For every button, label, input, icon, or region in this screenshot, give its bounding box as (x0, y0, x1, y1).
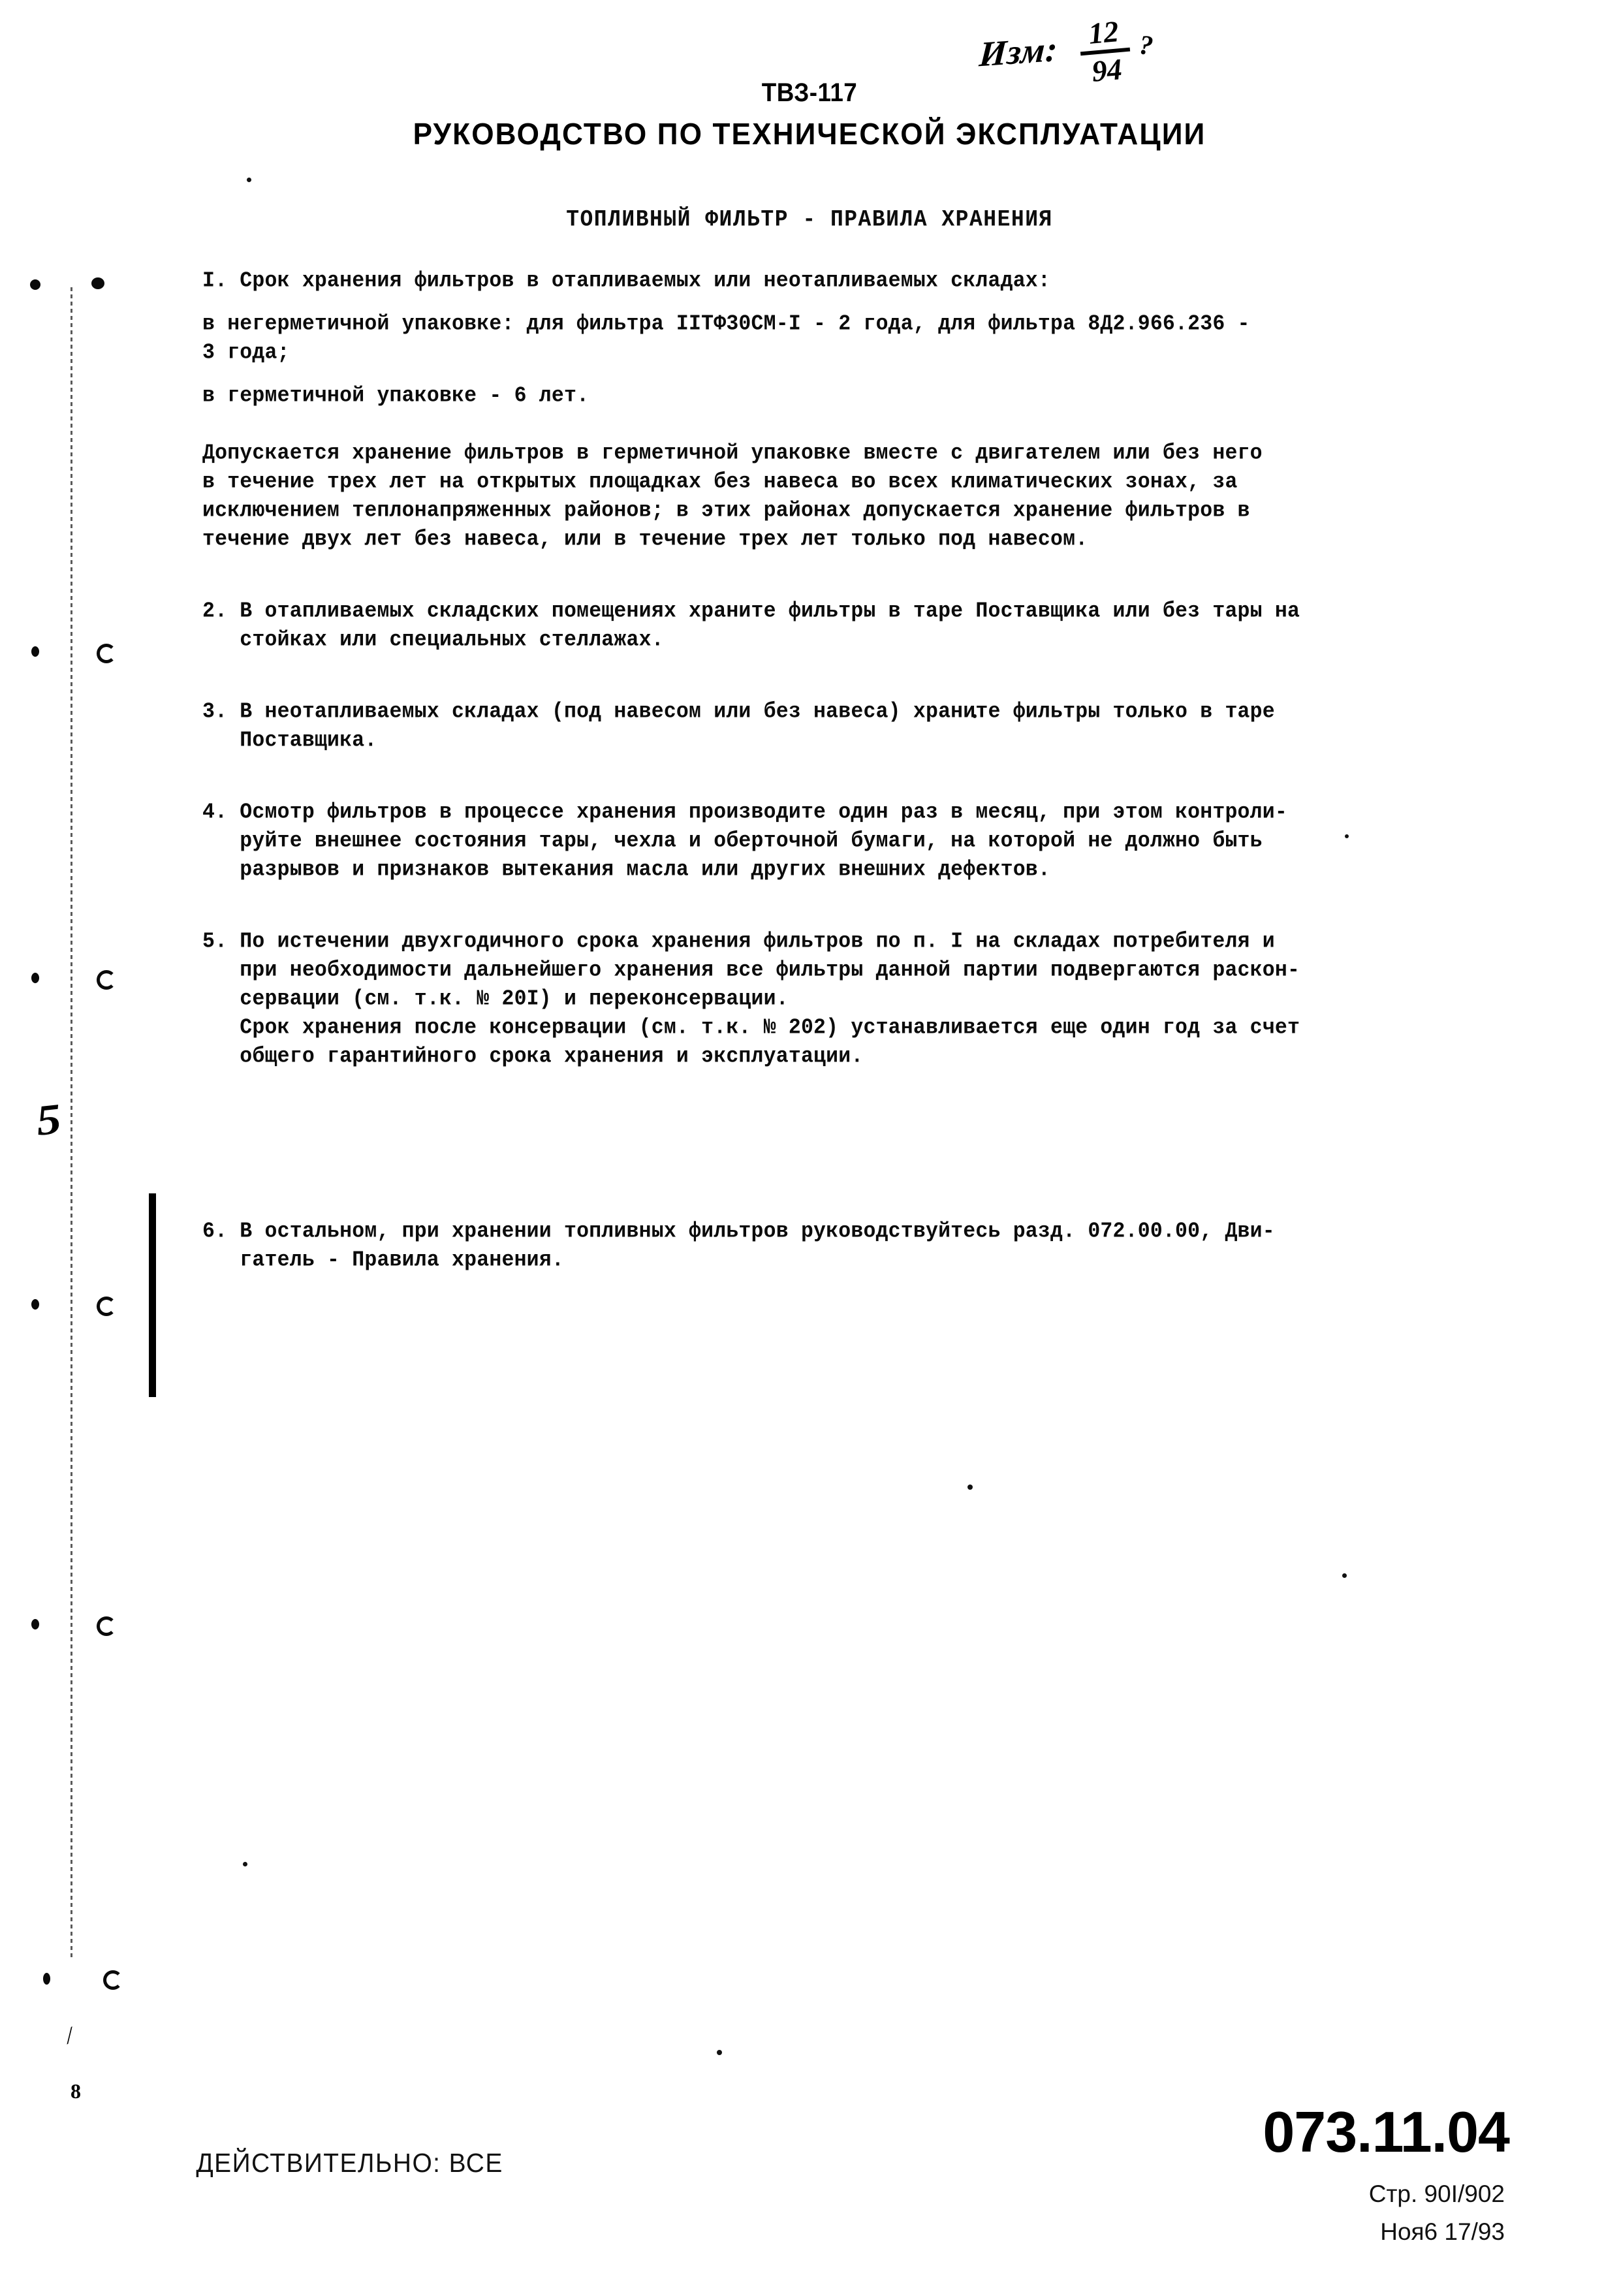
text-line: исключением теплонапряженных районов; в этих районах допускается хранение фильтров в (202, 499, 1250, 524)
document-body (202, 266, 1508, 1274)
punch-mark (30, 279, 40, 290)
text-line: разрывов и признаков вытекания масла или других внешних дефектов. (202, 858, 1051, 883)
text-line: 5. По истечении двухгодичного срока хранения фильтров по п. I на складах потребителя и (202, 930, 1275, 954)
list-item (202, 266, 1508, 554)
text-line: 3 года; (202, 341, 290, 366)
text-line: сервации (см. т.к. № 20I) и переконсервации. (202, 987, 789, 1012)
handwritten-margin-tick: ⁄ (63, 2024, 76, 2048)
punch-mark (31, 973, 39, 983)
punch-mark (31, 646, 39, 657)
list-item (202, 798, 1508, 884)
punch-mark (97, 970, 116, 990)
scan-seam-line (71, 287, 72, 1958)
list-item (202, 697, 1508, 755)
punch-mark (43, 1973, 50, 1985)
text-line: в течение трех лет на открытых площадках без навеса во всех климатических зонах, за (202, 470, 1238, 495)
text-line: Поставщика. (202, 729, 377, 753)
text-line: гатель - Правила хранения. (202, 1248, 564, 1273)
punch-mark (97, 1297, 116, 1316)
text-line: I. Срок хранения фильтров в отапливаемых или неотапливаемых складах: (202, 269, 1051, 294)
punch-mark (103, 1970, 123, 1990)
text-line: 2. В отапливаемых складских помещениях храните фильтры в таре Поставщика или без тары на (202, 599, 1300, 624)
text-line: течение двух лет без навеса, или в течение трех лет только под навесом. (202, 527, 1088, 552)
text-line: в негерметичной упаковке: для фильтра IIТФ30СМ-I - 2 года, для фильтра 8Д2.966.236 - (202, 312, 1250, 337)
text-line: в герметичной упаковке - 6 лет. (202, 384, 589, 409)
list-item (202, 927, 1508, 1071)
revision-change-bar (149, 1193, 156, 1397)
text-line: 6. В остальном, при хранении топливных фильтров руководствуйтесь разд. 072.00.00, Дви- (202, 1219, 1275, 1244)
text-line: при необходимости дальнейшего хранения все фильтры данной партии подвергаются раскон- (202, 958, 1300, 983)
section-code: 073.11.04 (1263, 2099, 1509, 2164)
scan-speck (243, 1862, 247, 1866)
list-item (202, 597, 1508, 654)
handwritten-margin-number-5: 5 (33, 1095, 64, 1145)
revision-label: Изм: (978, 29, 1060, 74)
revision-query-mark: ? (1137, 30, 1155, 61)
handwritten-margin-number-8: 8 (71, 2079, 81, 2103)
revision-fraction (1077, 16, 1133, 87)
page-number: Стр. 90I/902 (1368, 2180, 1505, 2207)
scan-speck (967, 1485, 973, 1490)
list-item (202, 1217, 1508, 1274)
revision-date: Ноя6 17/93 (1380, 2218, 1505, 2245)
text-line: общего гарантийного срока хранения и эксплуатации. (202, 1045, 864, 1069)
text-line: руйте внешнее состояния тары, чехла и оберточной бумаги, на которой не должно быть (202, 829, 1263, 854)
validity-statement: ДЕЙСТВИТЕЛЬНО: ВСЕ (196, 2148, 503, 2178)
punch-mark (97, 644, 116, 663)
document-subtitle: ТОПЛИВНЫЙ ФИЛЬТР - ПРАВИЛА ХРАНЕНИЯ (566, 206, 1053, 233)
handwritten-revision-note (978, 14, 1155, 88)
punch-mark (31, 1299, 39, 1310)
page-title: РУКОВОДСТВО ПО ТЕХНИЧЕСКОЙ ЭКСПЛУАТАЦИИ (413, 117, 1206, 151)
scan-speck (247, 178, 251, 182)
scan-speck (1342, 1573, 1347, 1578)
text-line: стойках или специальных стеллажах. (202, 628, 664, 653)
scan-speck (717, 2050, 722, 2055)
revision-denominator: 94 (1090, 52, 1124, 88)
text-line: 3. В неотапливаемых складах (под навесом или без навеса) храните фильтры только в таре (202, 700, 1275, 725)
punch-mark (31, 1619, 39, 1629)
text-line: Допускается хранение фильтров в герметичной упаковке вместе с двигателем или без него (202, 441, 1263, 466)
text-line: Срок хранения после консервации (см. т.к. № 202) устанавливается еще один год за счет (202, 1016, 1300, 1041)
text-line: 4. Осмотр фильтров в процессе хранения производите один раз в месяц, при этом контроли- (202, 800, 1287, 825)
revision-numerator: 12 (1087, 14, 1120, 51)
punch-mark (91, 277, 104, 289)
punch-mark (97, 1616, 116, 1636)
document-code: ТВЗ-117 (761, 78, 858, 107)
